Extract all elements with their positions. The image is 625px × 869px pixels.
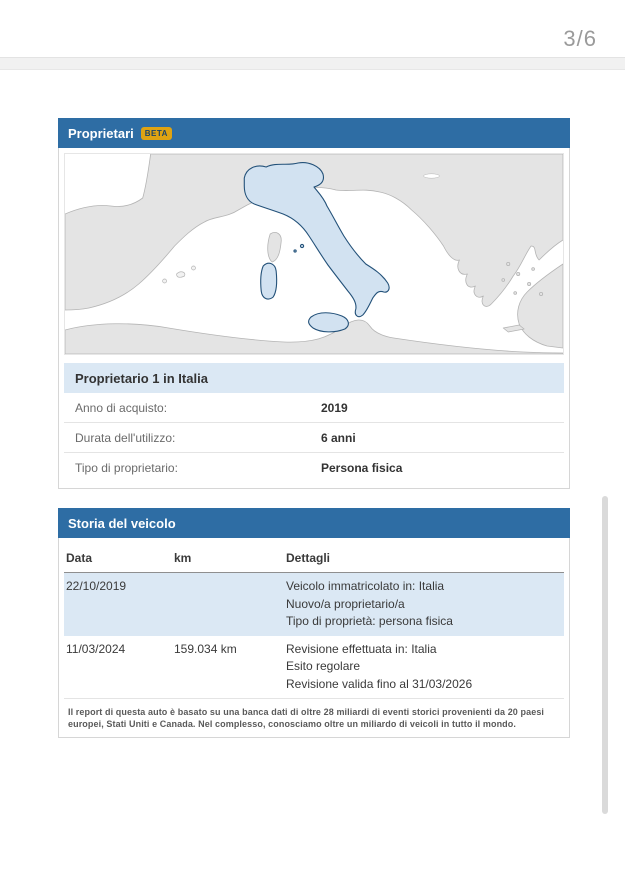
map-small-island (163, 279, 167, 283)
column-header-details: Dettagli (286, 550, 331, 565)
map-balearic-islands (177, 272, 185, 277)
history-row-registration (64, 573, 564, 636)
history-detail-line: Revisione valida fino al 31/03/2026 (286, 676, 473, 691)
owner-row-label: Anno di acquisto: (75, 400, 168, 415)
map-elba-island (300, 244, 303, 247)
history-details (286, 578, 564, 631)
map-anatolia (518, 264, 563, 348)
history-card (58, 508, 570, 738)
history-detail-line: Veicolo immatricolato in: Italia (286, 579, 445, 593)
map-sardinia-highlighted (261, 263, 277, 299)
map-sicily-highlighted (309, 313, 349, 332)
history-detail-line: Nuovo/a proprietario/a (286, 596, 405, 611)
column-header-km: km (174, 550, 192, 565)
history-card-title: Storia del veicolo (68, 515, 176, 531)
owner-row-label: Durata dell'utilizzo: (75, 430, 176, 445)
map-lake (424, 174, 440, 178)
map-small-island (191, 266, 195, 270)
history-date: 22/10/2019 (66, 579, 127, 593)
owner-section-title-text: Proprietario 1 in Italia (75, 370, 208, 386)
owner-section-title (64, 363, 564, 393)
owners-card-title: Proprietari (68, 125, 134, 141)
owner-row-usage-duration (64, 423, 564, 453)
report-database-note: Il report di questa auto è basato su una banca dati di oltre 28 miliardi di eventi storici provenienti da 20 paesi europei, Stati Uniti e Canada. Nel complesso, conosciamo oltre un miliardo di veicoli in tutto il mondo. (68, 707, 545, 729)
history-detail-line: Tipo di proprietà: persona fisica (286, 614, 453, 628)
owners-card (58, 118, 570, 489)
history-km: 159.034 km (174, 641, 237, 656)
history-row-inspection (64, 636, 564, 700)
owner-row-purchase-year (64, 393, 564, 423)
map-svg (65, 154, 563, 354)
map-small-italian-island (294, 250, 296, 252)
history-detail-line: Esito regolare (286, 659, 361, 673)
owner-row-value: 2019 (321, 400, 348, 415)
mediterranean-map (64, 153, 564, 355)
owner-row-value: 6 anni (321, 430, 356, 445)
page-divider-band (0, 57, 625, 70)
owner-row-label: Tipo di proprietario: (75, 461, 178, 475)
column-header-date: Data (66, 550, 93, 565)
vertical-scrollbar-thumb[interactable] (602, 496, 608, 814)
map-corsica-island (268, 232, 282, 262)
history-details (286, 641, 564, 694)
history-card-body (58, 538, 570, 738)
owner-row-value: Persona fisica (321, 461, 403, 475)
owners-card-body (58, 148, 570, 489)
history-card-header (58, 508, 570, 538)
map-crete-island (503, 325, 524, 332)
owners-card-header (58, 118, 570, 148)
page-number-indicator: 3/6 (563, 26, 597, 51)
beta-badge: BETA (141, 127, 172, 140)
owner-row-owner-type (64, 453, 564, 483)
history-table-header (64, 543, 564, 573)
history-detail-line: Revisione effettuata in: Italia (286, 641, 437, 656)
history-date: 11/03/2024 (66, 641, 126, 656)
